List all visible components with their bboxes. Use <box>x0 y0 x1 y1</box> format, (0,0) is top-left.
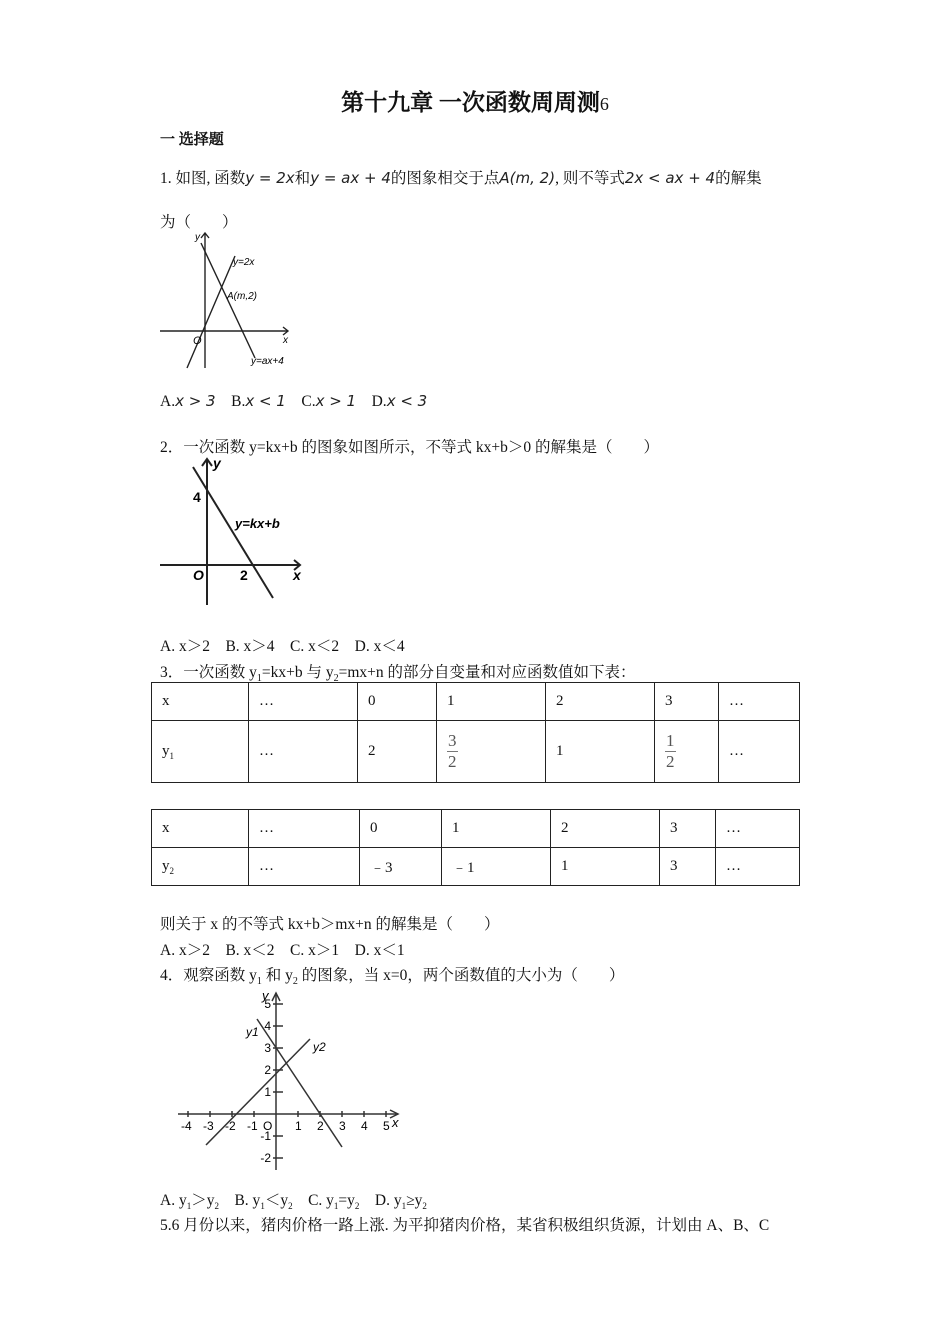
fraction-one-half: $\frac{1}{2}$ <box>666 731 675 771</box>
q1-point-label: A(m,2) <box>227 291 257 302</box>
q1-line2-label: y=ax+4 <box>251 356 284 367</box>
svg-text:-3: -3 <box>203 1119 214 1133</box>
table-row: x … 0 1 2 3 … <box>152 810 800 848</box>
q2-line-label: y=kx+b <box>235 516 280 531</box>
q1-x-label: x <box>283 335 288 346</box>
q2-graph <box>155 455 310 610</box>
q3-table-y2 <box>151 809 800 886</box>
q2-y-label: y <box>213 455 221 471</box>
svg-text:2: 2 <box>317 1119 324 1133</box>
svg-text:3: 3 <box>264 1041 271 1055</box>
svg-text:1: 1 <box>264 1085 271 1099</box>
q2-line <box>193 467 273 598</box>
q3-stem: 3．一次函数 $y_1=kx+b$ 与 $y_2=mx+n$ 的部分自变量和对应函数值如下表： <box>160 664 636 685</box>
q4-y2-label: y2 <box>313 1040 326 1054</box>
q1-option-d: D.x < 3 <box>371 392 428 410</box>
table-row: x … 0 1 2 3 … <box>152 683 800 721</box>
q1-stem: 1. 如图, 函数y = 2x和y = ax + 4的图象相交于点A(m, 2), 则不等式2x < ax + 4的解集 <box>160 169 762 187</box>
q4-x-tick-labels <box>181 1119 390 1133</box>
svg-text:-1: -1 <box>260 1129 271 1143</box>
q1-line1-label: y=2x <box>233 257 255 268</box>
q2-stem: 2．一次函数 y=kx+b 的图象如图所示，不等式 kx+b＞0 的解集是（ ） <box>160 439 659 456</box>
svg-text:2: 2 <box>264 1063 271 1077</box>
q3-table-y1 <box>151 682 800 783</box>
q4-stem: 4．观察函数 $y_1$ 和 $y_2$ 的图象，当 x=0，两个函数值的大小为（ ） <box>160 967 625 988</box>
svg-text:4: 4 <box>361 1119 368 1133</box>
q1-graph <box>155 228 300 373</box>
q4-y1-label: y1 <box>246 1025 259 1039</box>
q4-graph <box>170 985 410 1175</box>
q1-option-a: A.x > 3 <box>160 392 216 410</box>
q1-line-y2x <box>187 256 235 368</box>
svg-text:-2: -2 <box>260 1151 271 1165</box>
q2-x-label: x <box>293 567 301 583</box>
q4-y-label: y <box>262 988 269 1003</box>
svg-text:1: 1 <box>295 1119 302 1133</box>
q1-option-c: C.x > 1 <box>301 392 357 410</box>
q5-stem: 5.6 月份以来，猪肉价格一路上涨. 为平抑猪肉价格，某省积极组织货源，计划由 A、B、C <box>160 1217 770 1234</box>
svg-text:-1: -1 <box>247 1119 258 1133</box>
q2-x-intercept-label: 2 <box>240 567 248 583</box>
q1-y-label: y <box>195 232 200 243</box>
q3-question: 则关于 x 的不等式 kx+b＞mx+n 的解集是（ ） <box>160 916 500 933</box>
q4-x-label: x <box>392 1115 399 1130</box>
svg-text:3: 3 <box>339 1119 346 1133</box>
q4-options: A. $y_1>y_2$ B. $y_1<y_2$ C. $y_1=y_2$ D. $y_1\ge y_2$ <box>160 1192 427 1212</box>
q1-origin-label: O <box>193 335 202 347</box>
q4-y-ticks <box>273 1004 283 1158</box>
page-title: 第十九章 一次函数周周测6 <box>341 90 609 115</box>
q2-y-intercept-label: 4 <box>193 489 201 505</box>
svg-text:-2: -2 <box>225 1119 236 1133</box>
q3-options: A. x＞2 B. x＜2 C. x＞1 D. x＜1 <box>160 942 405 959</box>
section-heading: 一 选择题 <box>160 132 224 148</box>
q1-stem-line2: 为（ ） <box>160 214 238 231</box>
q1-option-b: B.x < 1 <box>231 392 286 410</box>
q4-origin-label: O <box>263 1119 273 1133</box>
svg-text:4: 4 <box>264 1019 271 1033</box>
svg-text:-4: -4 <box>181 1119 192 1133</box>
q1-options <box>160 392 427 411</box>
q2-origin-label: O <box>193 567 204 583</box>
q2-options: A. x＞2 B. x＞4 C. x＜2 D. x＜4 <box>160 638 405 655</box>
fraction-three-halves: $\frac{3}{2}$ <box>448 731 457 771</box>
table-row: $y_1$ … 2 $\frac{3}{2}$ 1 $\frac{1}{2}$ … <box>152 721 800 783</box>
svg-text:5: 5 <box>383 1119 390 1133</box>
table-row: $y_2$ … ﹣3 ﹣1 1 3 … <box>152 848 800 886</box>
svg-text:5: 5 <box>264 997 271 1011</box>
